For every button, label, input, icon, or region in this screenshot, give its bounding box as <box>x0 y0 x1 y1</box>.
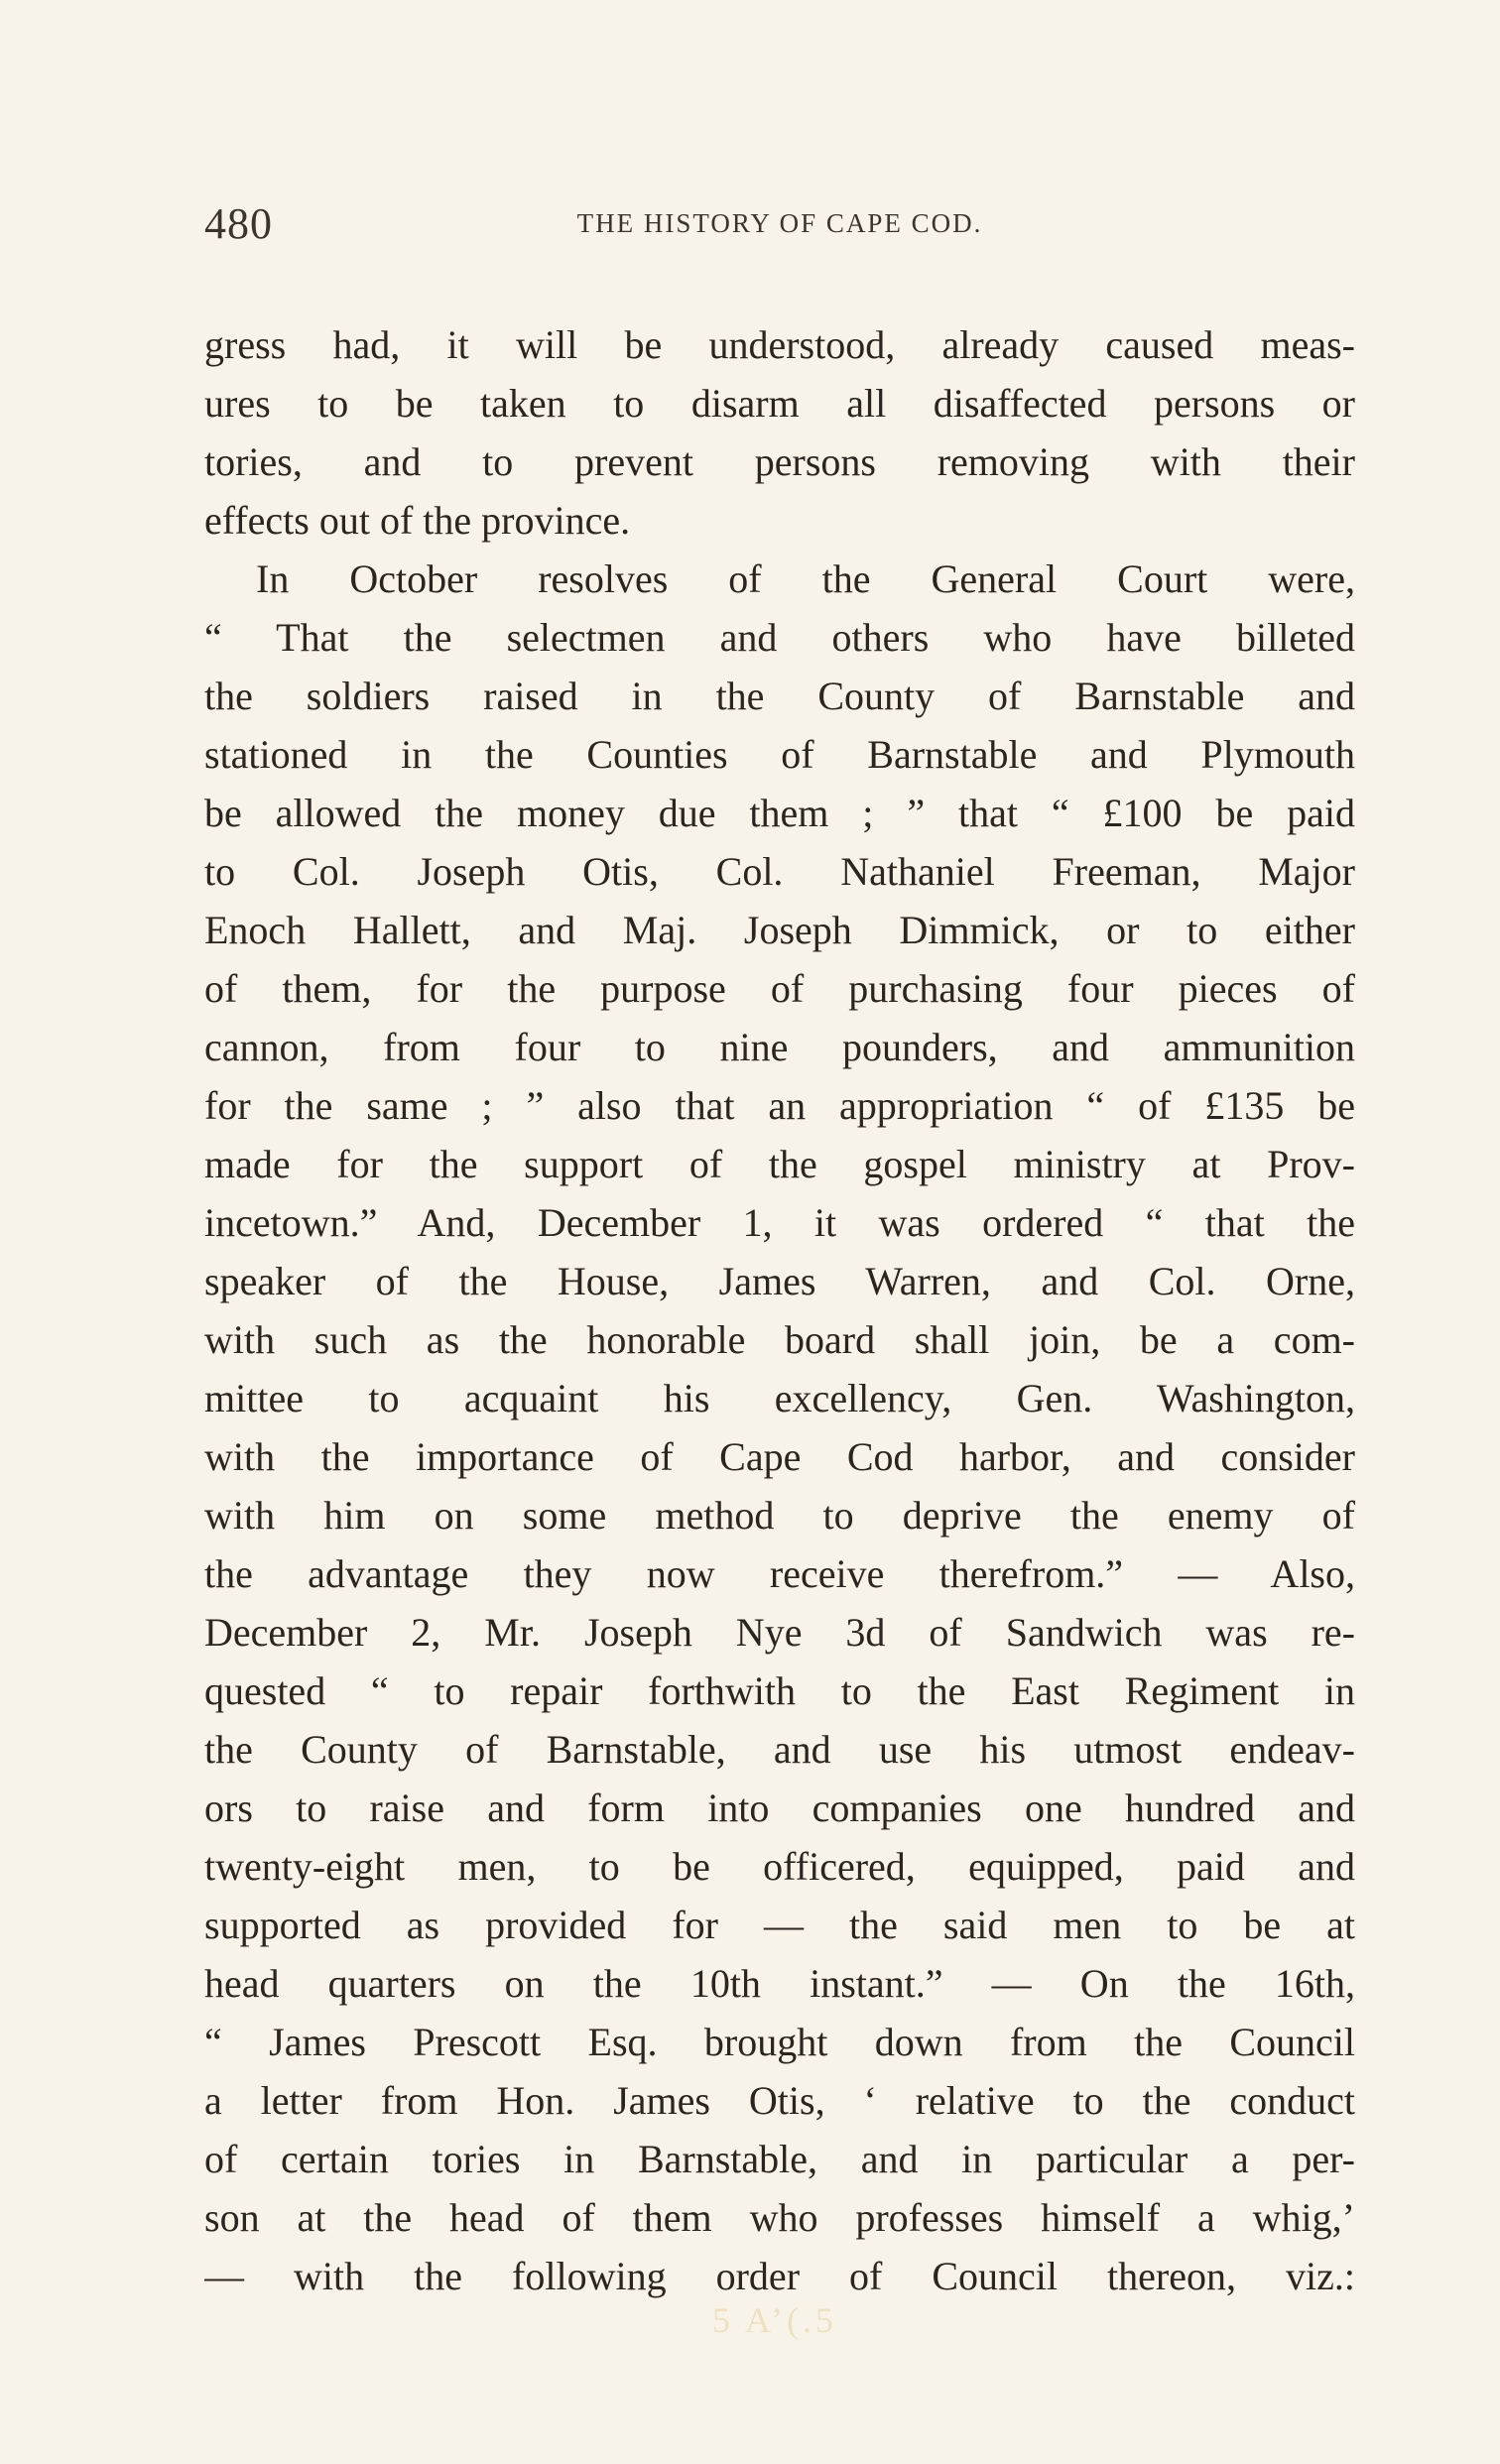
text-line: stationed in the Counties of Barnstable and Plymouth <box>204 732 1355 777</box>
text-line: of them, for the purpose of purchasing four pieces of <box>204 966 1355 1011</box>
library-stamp: 5 A’(.5 <box>712 2300 837 2340</box>
text-line: “ James Prescott Esq. brought down from the Council <box>204 2020 1355 2064</box>
text-line: the advantage they now receive therefrom.” — Also, <box>204 1551 1355 1596</box>
running-head <box>204 198 1355 258</box>
text-line: head quarters on the 10th instant.” — On the 16th, <box>204 1961 1355 2006</box>
text-line: twenty-eight men, to be officered, equipped, paid and <box>204 1844 1355 1889</box>
text-line: “ That the selectmen and others who have billeted <box>204 615 1355 660</box>
text-line: speaker of the House, James Warren, and Col. Orne, <box>204 1259 1355 1303</box>
text-line: tories, and to prevent persons removing with their <box>204 439 1355 484</box>
text-line: — with the following order of Council thereon, viz.: <box>204 2254 1355 2298</box>
text-line: made for the support of the gospel ministry at Prov- <box>204 1142 1355 1186</box>
text-line: ures to be taken to disarm all disaffected persons or <box>204 381 1355 426</box>
text-line: ors to raise and form into companies one hundred and <box>204 1786 1355 1830</box>
text-line: supported as provided for — the said men to be at <box>204 1903 1355 1947</box>
text-line: the County of Barnstable, and use his utmost endeav- <box>204 1727 1355 1772</box>
text-line: gress had, it will be understood, already caused meas- <box>204 322 1355 367</box>
body-text <box>204 315 1355 2305</box>
text-line: with the importance of Cape Cod harbor, and consider <box>204 1434 1355 1479</box>
text-line: cannon, from four to nine pounders, and ammunition <box>204 1025 1355 1069</box>
text-line: a letter from Hon. James Otis, ‘ relative to the conduct <box>204 2078 1355 2123</box>
text-line: quested “ to repair forthwith to the East Regiment in <box>204 1668 1355 1713</box>
text-line: December 2, Mr. Joseph Nye 3d of Sandwich was re- <box>204 1610 1355 1655</box>
page-number: 480 <box>204 199 273 248</box>
text-line: son at the head of them who professes himself a whig,’ <box>204 2195 1355 2240</box>
text-line: effects out of the province. <box>204 498 631 543</box>
text-line: with such as the honorable board shall join, be a com- <box>204 1317 1355 1362</box>
text-line: mittee to acquaint his excellency, Gen. Washington, <box>204 1376 1355 1420</box>
text-line: be allowed the money due them ; ” that “ £100 be paid <box>204 791 1355 835</box>
text-line: of certain tories in Barnstable, and in particular a per- <box>204 2137 1355 2181</box>
text-line: In October resolves of the General Court were, <box>256 556 1355 601</box>
text-line: the soldiers raised in the County of Barnstable and <box>204 674 1355 718</box>
running-title: THE HISTORY OF CAPE COD. <box>576 208 983 238</box>
text-line: Enoch Hallett, and Maj. Joseph Dimmick, or to either <box>204 908 1355 952</box>
text-line: for the same ; ” also that an appropriation “ of £135 be <box>204 1083 1355 1128</box>
text-line: incetown.” And, December 1, it was ordered “ that the <box>204 1200 1355 1245</box>
text-line: with him on some method to deprive the enemy of <box>204 1493 1355 1538</box>
text-line: to Col. Joseph Otis, Col. Nathaniel Freeman, Major <box>204 849 1355 894</box>
